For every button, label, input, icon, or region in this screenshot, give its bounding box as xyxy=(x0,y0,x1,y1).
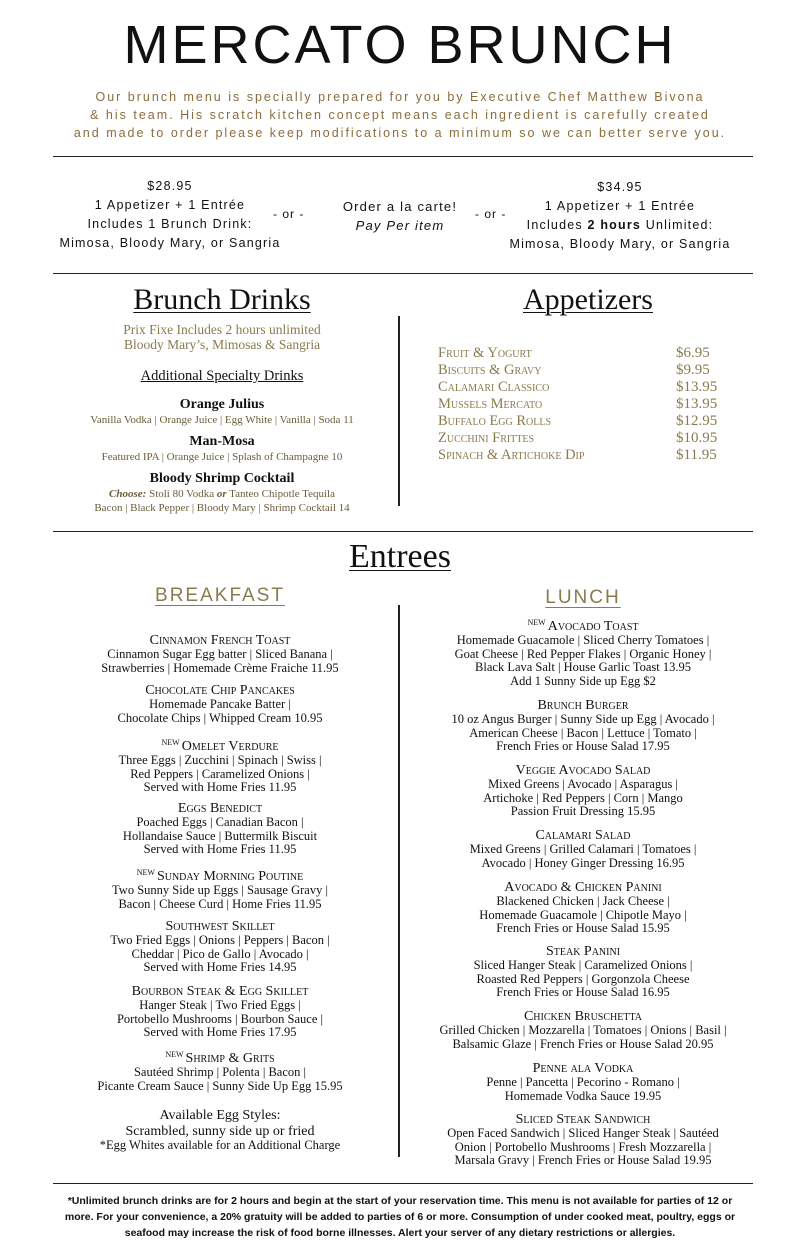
item-desc: 10 oz Angus Burger | Sunny Side up Egg | Avocado | xyxy=(451,712,715,726)
breakfast-title: BREAKFAST xyxy=(155,585,285,606)
or-separator: - or - xyxy=(273,207,305,221)
item-name: Avocado Toast xyxy=(547,619,639,634)
item-desc: Strawberries | Homemade Crème Fraiche 11.95 xyxy=(101,660,339,675)
pricing-text: Unlimited: xyxy=(641,218,714,232)
breakfast-item xyxy=(60,865,380,911)
breakfast-item xyxy=(60,919,380,975)
column-divider xyxy=(398,316,400,506)
pricing-option-left xyxy=(50,177,290,253)
lunch-item xyxy=(413,615,753,688)
drink-name: Man-Mosa xyxy=(189,434,255,449)
pricing-text: Includes xyxy=(526,218,588,232)
appetizer-name: Fruit & Yogurt xyxy=(438,345,532,361)
pricing-line: Order a la carte! xyxy=(342,199,458,214)
drink-desc: Vanilla Vodka | Orange Juice | Egg White | Vanilla | Soda 11 xyxy=(90,414,354,426)
item-desc: Open Faced Sandwich | Sliced Hanger Steak | Sautéed xyxy=(447,1126,719,1140)
lunch-item xyxy=(413,698,753,754)
item-desc: Artichoke | Red Peppers | Corn | Mango xyxy=(483,790,683,805)
entrees-title: Entrees xyxy=(349,538,451,575)
divider xyxy=(53,1183,753,1184)
appetizer-name: Spinach & Artichoke Dip xyxy=(438,447,585,463)
drink-desc: Bacon | Black Pepper | Bloody Mary | Shrimp Cocktail 14 xyxy=(94,502,350,514)
item-desc: Goat Cheese | Red Pepper Flakes | Organic Honey | xyxy=(454,646,712,661)
drink-name: Bloody Shrimp Cocktail xyxy=(149,471,295,486)
item-desc: Grilled Chicken | Mozzarella | Tomatoes | Onions | Basil | xyxy=(439,1023,727,1037)
item-name-row xyxy=(413,615,753,634)
pricing-line: 1 Appetizer + 1 Entrée xyxy=(94,198,246,212)
item-desc: Picante Cream Sauce | Sunny Side Up Egg 15.95 xyxy=(97,1078,343,1093)
appetizer-price: $11.95 xyxy=(676,447,717,463)
egg-styles-note: *Egg Whites available for an Additional Charge xyxy=(99,1138,341,1152)
item-desc: Portobello Mushrooms | Bourbon Sauce | xyxy=(116,1011,324,1026)
lunch-item xyxy=(413,880,753,936)
item-desc: Passion Fruit Dressing 15.95 xyxy=(510,804,656,818)
item-name: Omelet Verdure xyxy=(181,739,279,754)
page-title: MERCATO BRUNCH xyxy=(123,15,677,75)
appetizer-item xyxy=(438,396,728,413)
pricing-line: Pay Per item xyxy=(355,218,445,233)
breakfast-item xyxy=(60,1047,380,1093)
drink-desc: Featured IPA | Orange Juice | Splash of Champagne 10 xyxy=(101,451,343,463)
item-name: Shrimp & Grits xyxy=(185,1051,275,1066)
item-desc: Sautéed Shrimp | Polenta | Bacon | xyxy=(133,1065,307,1079)
appetizer-name: Calamari Classico xyxy=(438,379,550,395)
appetizer-price: $10.95 xyxy=(676,430,718,446)
pricing-line: Mimosa, Bloody Mary, or Sangria xyxy=(509,237,731,251)
lunch-item xyxy=(413,828,753,870)
breakfast-item xyxy=(60,735,380,795)
new-badge: NEW xyxy=(165,1050,184,1059)
item-desc: Blackened Chicken | Jack Cheese | xyxy=(496,894,670,908)
new-badge: NEW xyxy=(161,738,180,747)
item-desc: Add 1 Sunny Side up Egg $2 xyxy=(510,673,656,688)
appetizer-item xyxy=(438,345,728,362)
appetizer-name: Zucchini Frittes xyxy=(438,430,535,446)
drink-option: Tanteo Chipotle Tequila xyxy=(226,488,335,500)
appetizer-item xyxy=(438,362,728,379)
item-name: Southwest Skillet xyxy=(165,919,275,934)
item-desc: Homemade Pancake Batter | xyxy=(149,697,291,711)
appetizer-item xyxy=(438,413,728,430)
item-desc: Roasted Red Peppers | Gorgonzola Cheese xyxy=(476,971,690,986)
item-desc: Black Lava Salt | House Garlic Toast 13.95 xyxy=(475,660,691,674)
price: $34.95 xyxy=(597,180,643,194)
egg-styles-line: Scrambled, sunny side up or fried xyxy=(125,1124,315,1139)
appetizer-price: $13.95 xyxy=(676,379,718,395)
appetizer-item xyxy=(438,447,728,464)
item-name: Avocado & Chicken Panini xyxy=(504,880,662,895)
pricing-bold-text: 2 hours xyxy=(587,218,642,232)
item-desc: Homemade Guacamole | Chipotle Mayo | xyxy=(479,907,687,922)
pricing-line xyxy=(505,216,735,235)
item-name-row xyxy=(60,865,380,884)
item-desc: Mixed Greens | Avocado | Asparagus | xyxy=(488,777,678,791)
item-name-row xyxy=(60,735,380,754)
intro-line: & his team. His scratch kitchen concept means each ingredient is carefully created xyxy=(90,108,710,122)
appetizer-name: Biscuits & Gravy xyxy=(438,362,542,378)
intro-text xyxy=(40,88,760,142)
item-desc: Served with Home Fries 11.95 xyxy=(143,780,297,794)
appetizers-title: Appetizers xyxy=(523,283,653,316)
item-desc: French Fries or House Salad 17.95 xyxy=(496,739,670,753)
item-name: Veggie Avocado Salad xyxy=(515,763,651,778)
breakfast-item xyxy=(60,633,380,675)
footer-line: seafood may increase the risk of food borne illnesses. Alert your server of any dietary restrictions or allergies. xyxy=(124,1227,676,1239)
item-desc: Two Sunny Side up Eggs | Sausage Gravy | xyxy=(112,883,328,897)
item-desc: American Cheese | Bacon | Lettuce | Tomato | xyxy=(469,725,697,740)
egg-styles-title: Available Egg Styles: xyxy=(159,1108,281,1123)
item-desc: Avocado | Honey Ginger Dressing 16.95 xyxy=(481,855,685,870)
divider xyxy=(53,531,753,532)
item-name: Calamari Salad xyxy=(535,828,631,843)
appetizer-price: $6.95 xyxy=(676,345,710,361)
appetizer-item xyxy=(438,430,728,447)
item-desc: Sliced Hanger Steak | Caramelized Onions | xyxy=(473,958,693,972)
intro-line: Our brunch menu is specially prepared for you by Executive Chef Matthew Bivona xyxy=(95,90,705,104)
additional-drinks-title: Additional Specialty Drinks xyxy=(140,368,304,384)
item-desc: Marsala Gravy | French Fries or House Salad 19.95 xyxy=(454,1153,712,1167)
pricing-option-middle xyxy=(320,197,480,235)
item-desc: Poached Eggs | Canadian Bacon | xyxy=(136,815,304,829)
appetizer-name: Buffalo Egg Rolls xyxy=(438,413,552,429)
lunch-item xyxy=(413,1061,753,1103)
drink-option: Stoli 80 Vodka xyxy=(146,488,217,500)
footer-line: *Unlimited brunch drinks are for 2 hours and begin at the start of your reservation time. This menu is not available for parties of 12 or xyxy=(67,1195,733,1207)
item-desc: Chocolate Chips | Whipped Cream 10.95 xyxy=(117,710,323,725)
item-name: Chocolate Chip Pancakes xyxy=(145,683,295,698)
pricing-line: 1 Appetizer + 1 Entrée xyxy=(544,199,696,213)
footer-disclaimer xyxy=(55,1193,745,1241)
item-desc: Bacon | Cheese Curd | Home Fries 11.95 xyxy=(118,896,322,911)
drinks-note: Prix Fixe Includes 2 hours unlimited xyxy=(123,322,321,337)
item-desc: Cinnamon Sugar Egg batter | Sliced Banana | xyxy=(107,647,333,661)
item-name: Chicken Bruschetta xyxy=(523,1009,643,1024)
item-desc: Mixed Greens | Grilled Calamari | Tomatoes | xyxy=(469,842,697,856)
choose-label: Choose: xyxy=(109,488,147,500)
drinks-section xyxy=(72,283,372,515)
breakfast-item xyxy=(60,801,380,857)
item-name-row xyxy=(60,1047,380,1066)
item-name: Steak Panini xyxy=(545,944,621,959)
item-desc: Red Peppers | Caramelized Onions | xyxy=(130,766,310,781)
drink-desc xyxy=(72,487,372,501)
egg-styles xyxy=(60,1108,380,1153)
item-desc: Homemade Guacamole | Sliced Cherry Tomatoes | xyxy=(456,633,710,647)
new-badge: NEW xyxy=(527,618,546,627)
item-desc: Onion | Portobello Mushrooms | Fresh Mozzarella | xyxy=(454,1139,712,1154)
drinks-note: Bloody Mary’s, Mimosas & Sangria xyxy=(123,337,321,352)
item-name: Eggs Benedict xyxy=(177,801,263,816)
column-divider xyxy=(398,605,400,1157)
new-badge: NEW xyxy=(136,868,155,877)
item-desc: Two Fried Eggs | Onions | Peppers | Bacon | xyxy=(110,933,330,947)
item-name: Penne ala Vodka xyxy=(532,1061,634,1076)
item-desc: French Fries or House Salad 16.95 xyxy=(496,985,670,999)
item-desc: Hanger Steak | Two Fried Eggs | xyxy=(139,998,301,1012)
item-desc: Homemade Vodka Sauce 19.95 xyxy=(504,1088,662,1103)
item-name: Brunch Burger xyxy=(537,698,629,713)
item-name: Sunday Morning Poutine xyxy=(156,869,304,884)
item-desc: Three Eggs | Zucchini | Spinach | Swiss | xyxy=(118,753,322,767)
divider xyxy=(53,156,753,157)
item-name: Sliced Steak Sandwich xyxy=(515,1112,651,1127)
item-desc: French Fries or House Salad 15.95 xyxy=(496,921,670,935)
item-name: Bourbon Steak & Egg Skillet xyxy=(131,984,309,999)
appetizer-name: Mussels Mercato xyxy=(438,396,543,412)
drinks-title: Brunch Drinks xyxy=(133,283,311,316)
item-desc: Balsamic Glaze | French Fries or House Salad 20.95 xyxy=(452,1036,714,1051)
lunch-title: LUNCH xyxy=(545,587,621,608)
appetizer-price: $12.95 xyxy=(676,413,718,429)
intro-line: and made to order please keep modifications to a minimum so we can better serve you. xyxy=(73,126,727,140)
item-desc: Hollandaise Sauce | Buttermilk Biscuit xyxy=(122,828,318,843)
breakfast-item xyxy=(60,683,380,725)
lunch-item xyxy=(413,1112,753,1168)
lunch-item xyxy=(413,1009,753,1051)
item-desc: Served with Home Fries 11.95 xyxy=(143,842,297,856)
lunch-item xyxy=(413,944,753,1000)
breakfast-item xyxy=(60,984,380,1040)
item-desc: Served with Home Fries 14.95 xyxy=(143,960,297,974)
item-desc: Served with Home Fries 17.95 xyxy=(143,1025,297,1039)
pricing-line: Mimosa, Bloody Mary, or Sangria xyxy=(59,236,281,250)
footer-line: more. For your convenience, a 20% gratuity will be added to parties of 6 or more. Consumption of under cooked meat, poultry, eggs or xyxy=(64,1211,736,1223)
item-name: Cinnamon French Toast xyxy=(149,633,291,648)
drink-name: Orange Julius xyxy=(179,397,265,412)
pricing-option-right xyxy=(505,178,735,254)
divider xyxy=(53,273,753,274)
item-desc: Penne | Pancetta | Pecorino - Romano | xyxy=(486,1075,680,1089)
or-label: or xyxy=(216,488,227,500)
appetizer-price: $13.95 xyxy=(676,396,718,412)
price: $28.95 xyxy=(147,179,193,193)
or-separator: - or - xyxy=(475,207,507,221)
lunch-item xyxy=(413,763,753,819)
pricing-line: Includes 1 Brunch Drink: xyxy=(87,217,253,231)
appetizer-item xyxy=(438,379,728,396)
item-desc: Cheddar | Pico de Gallo | Avocado | xyxy=(131,946,309,961)
appetizer-price: $9.95 xyxy=(676,362,710,378)
